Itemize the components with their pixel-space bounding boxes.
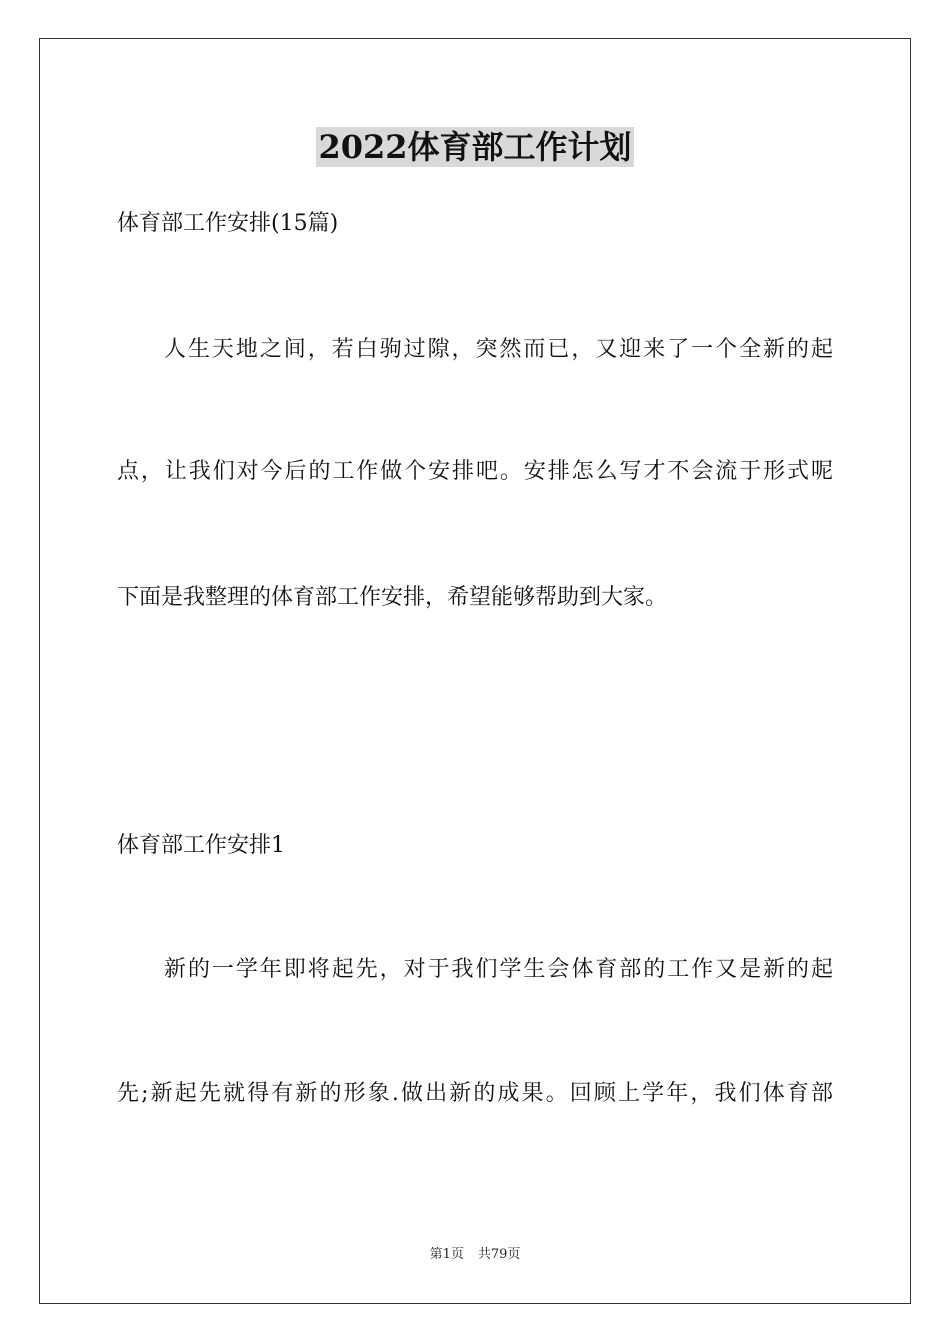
title-container — [0, 127, 950, 167]
page-total: 共79页 — [477, 1247, 521, 1262]
page-footer — [0, 1246, 950, 1264]
paragraph-line: 先;新起先就得有新的形象.做出新的成果。回顾上学年，我们体育部 — [117, 1081, 833, 1106]
paragraph-line: 人生天地之间，若白驹过隙，突然而已，又迎来了一个全新的起 — [164, 337, 833, 362]
paragraph-line: 下面是我整理的体育部工作安排，希望能够帮助到大家。 — [117, 585, 668, 610]
section-heading: 体育部工作安排1 — [117, 833, 285, 858]
page-number: 第1页 — [429, 1247, 464, 1262]
document-title: 2022体育部工作计划 — [318, 128, 632, 166]
paragraph-line: 点，让我们对今后的工作做个安排吧。安排怎么写才不会流于形式呢 — [117, 459, 833, 484]
document-subtitle: 体育部工作安排(15篇) — [117, 211, 339, 236]
paragraph-line: 新的一学年即将起先，对于我们学生会体育部的工作又是新的起 — [164, 957, 833, 982]
